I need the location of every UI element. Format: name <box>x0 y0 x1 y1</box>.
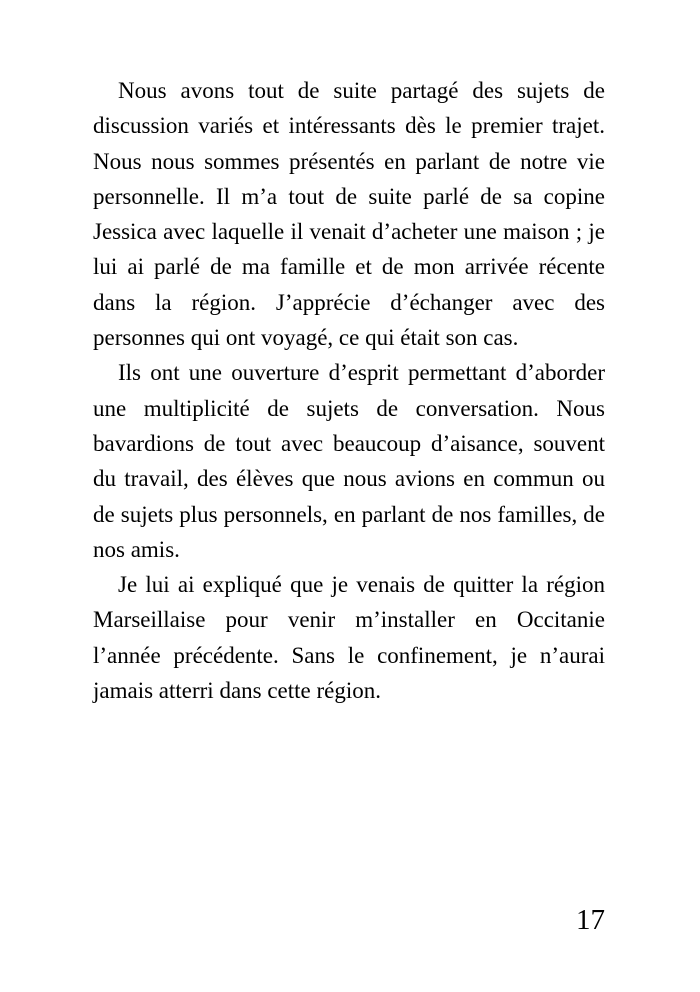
paragraph-2: Ils ont une ouverture d’esprit permettant d’aborder une multiplicité de sujets de conversation. Nous bavardions de tout avec beaucoup d’aisance, souvent du travail, des élèves que nous avions en commun ou de sujets plus personnels, en parlant de nos familles, de nos amis. <box>93 360 605 562</box>
paragraph-1: Nous avons tout de suite partagé des sujets de discussion variés et intéressants dès le premier trajet. Nous nous sommes présentés en parlant de notre vie personnelle. Il m’a tout de suite parlé de sa copine Jessica avec laquelle il venait d’acheter une maison ; je lui ai parlé de ma famille et de mon arrivée récente dans la région. J’apprécie d’échanger avec des personnes qui ont voyagé, ce qui était son cas. <box>93 78 605 351</box>
page-body-text <box>93 73 605 708</box>
page-number: 17 <box>576 904 605 936</box>
paragraph-3: Je lui ai expliqué que je venais de quitter la région Marseillaise pour venir m’installer en Occitanie l’année précédente. Sans le confinement, je n’aurai jamais atterri dans cette région. <box>93 572 605 704</box>
